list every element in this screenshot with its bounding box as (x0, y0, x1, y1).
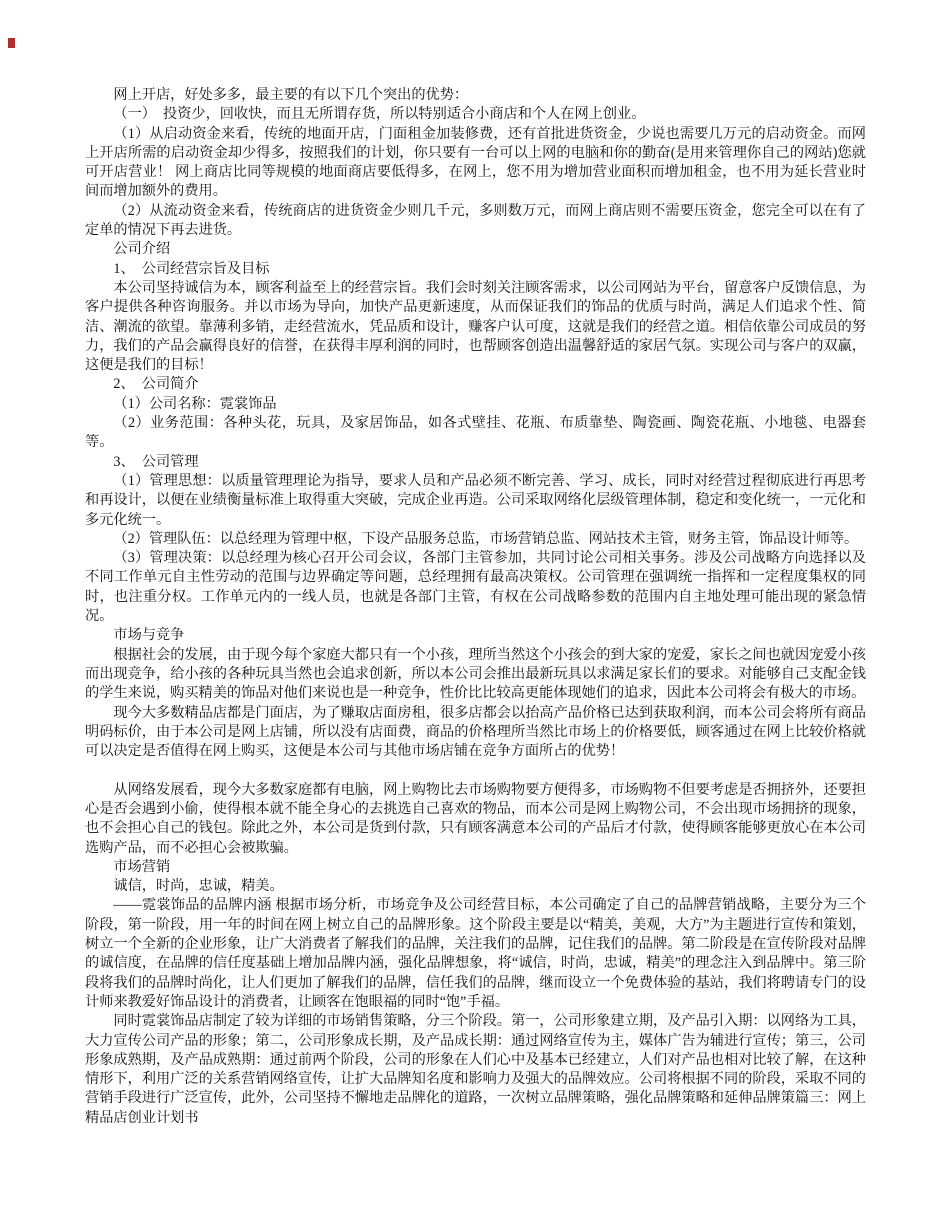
paragraph: （1）从启动资金来看，传统的地面开店，门面租金加装修费，还有首批进货资金，少说也需要几万元的启动资金。而网上开店所需的启动资金却少得多，按照我们的计划，你只要有一台可以上网的电脑和你的勤奋(是用来管理你自己的网站)您就可开店营业！ 网上商店比同等规模的地面商店要低得多，在网上，您不用为增加营业面积而增加租金，也不用为延长营业时间而增加额外的费用。 (85, 125, 866, 200)
section-heading-marketing: 市场营销 (113, 858, 171, 875)
subsection-heading: 3、 公司管理 (113, 453, 199, 470)
paragraph: 同时霓裳饰品店制定了较为详细的市场销售策略，分三个阶段。第一，公司形象建立期，及产品引入期：以网络为工具，大力宣传公司产品的形象；第二，公司形象成长期，及产品成长期：通过网络宣传为主，媒体广告为辅进行宣传；第三，公司形象成熟期，及产品成熟期：通过前两个阶段，公司的形象在人们心中及基本已经建立，人们对产品也相对比较了解，在这种情形下，利用广泛的关系营销网络宣传，让扩大品牌知名度和影响力及强大的品牌效应。公司将根据不同的阶段，采取不同的营销手段进行广泛宣传，此外，公司坚持不懈地走品牌化的道路，一次树立品牌策略，强化品牌策略和延伸品牌策篇三：网上精品店创业计划书 (85, 1013, 866, 1126)
paragraph: 根据社会的发展，由于现今每个家庭大都只有一个小孩，理所当然这个小孩会的到大家的宠爱，家长之间也就因宠爱小孩而出现竞争，给小孩的各种玩具当然也会追求创新，所以本公司会推出最新玩具以求满足家长们的要求。对能够自己支配金钱的学生来说，购买精美的饰品对他们来说也是一种竞争，性价比比较高更能体现她们的追求，因此本公司将会有极大的市场。 (85, 646, 866, 702)
paragraph: （2）从流动资金来看，传统商店的进货资金少则几千元，多则数万元，而网上商店则不需要压资金，您完全可以在有了定单的情况下再去进货。 (85, 202, 866, 239)
paragraph: 网上开店，好处多多，最主要的有以下几个突出的优势： (113, 87, 469, 103)
paragraph: （3）管理决策：以总经理为核心召开公司会议，各部门主管参加，共同讨论公司相关事务。涉及公司战略方向选择以及不同工作单元自主性劳动的范围与边界确定等问题，总经理拥有最高决策权。公司管理在强调统一指挥和一定程度集权的同时，也注重分权。工作单元内的一线人员，也就是各部门主管，有权在公司战略参数的范围内自主地处理可能出现的紧急情况。 (85, 550, 866, 625)
paragraph: （2）业务范围：各种头花，玩具，及家居饰品，如各式壁挂、花瓶、布质靠垫、陶瓷画、陶瓷花瓶、小地毯、电器套等。 (85, 415, 866, 451)
red-corner-mark (8, 38, 15, 48)
paragraph: （1）公司名称：霓裳饰品 (113, 395, 277, 412)
subsection-heading: 2、 公司简介 (113, 376, 199, 393)
subsection-heading: 1、 公司经营宗旨及目标 (113, 260, 270, 277)
blank-line (85, 761, 866, 780)
section-heading-market-competition: 市场与竞争 (113, 627, 185, 644)
paragraph: 现今大多数精品店都是门面店，为了赚取店面房租，很多店都会以抬高产品价格已达到获取利润，而本公司会将所有商品明码标价，由于本公司是网上店铺，所以没有店面费，商品的价格理所当然比市场上的价格要低，顾客通过在网上比较价格就可以决定是否值得在网上购买，这便是本公司与其他市场店铺在竞争方面所占的优势！ (85, 704, 866, 760)
paragraph: ——霓裳饰品的品牌内涵 根据市场分析，市场竞争及公司经营目标，本公司确定了自己的品牌营销战略，主要分为三个阶段，第一阶段，用一年的时间在网上树立自己的品牌形象。这个阶段主要是以“精美，美观，大方”为主题进行宣传和策划，树立一个全新的企业形象，让广大消费者了解我们的品牌，关注我们的品牌，记住我们的品牌。第二阶段是在宣传阶段对品牌的诚信度，在品牌的信任度基础上增加品牌内涵，强化品牌想象，将“诚信，时尚，忠诚，精美”的理念注入到品牌中。第三阶段将我们的品牌时尚化，让人们更加了解我们的品牌，信任我们的品牌，继而设立一个免费体验的基站，我们将聘请专门的设计师来教爱好饰品设计的消费者，让顾客在饱眼福的同时“饱”手福。 (85, 897, 866, 1010)
paragraph: （2）管理队伍：以总经理为管理中枢，下设产品服务总监，市场营销总监、网站技术主管，财务主管，饰品设计师等。 (113, 530, 859, 547)
section-heading-company-intro: 公司介绍 (113, 241, 171, 258)
paragraph: 从网络发展看，现今大多数家庭都有电脑，网上购物比去市场购物要方便得多，市场购物不但要考虑是否拥挤外，还要担心是否会遇到小偷，使得根本就不能全身心的去挑选自己喜欢的物品，而本公司是网上购物公司，不会出现市场拥挤的现象，也不会担心自己的钱包。除此之外，本公司是货到付款，只有顾客满意本公司的产品后才付款，使得顾客能够更放心在本公司选购产品，而不必担心会被欺骗。 (85, 781, 866, 856)
paragraph: （一） 投资少，回收快，而且无所谓存货，所以特别适合小商店和个人在网上创业。 (113, 106, 646, 123)
paragraph: （1）管理思想：以质量管理理论为指导，要求人员和产品必须不断完善、学习、成长，同时对经营过程彻底进行再思考和再设计，以便在业绩衡量标准上取得重大突破，完成企业再造。公司采取网络化层级管理体制，稳定和变化统一，一元化和多元化统一。 (85, 472, 866, 528)
paragraph: 本公司坚持诚信为本，顾客利益至上的经营宗旨。我们会时刻关注顾客需求，以公司网站为平台，留意客户反馈信息，为客户提供各种咨询服务。并以市场为导向，加快产品更新速度，从而保证我们的饰品的优质与时尚，满足人们追求个性、简洁、潮流的欲望。靠薄利多销，走经营流水，凭品质和设计，赚客户认可度，这就是我们的经营之道。相信依靠公司成员的努力，我们的产品会赢得良好的信誉，在获得丰厚利润的同时，也帮顾客创造出温馨舒适的家居气氛。实现公司与客户的双赢，这便是我们的目标！ (85, 279, 866, 374)
paragraph: 诚信，时尚，忠诚，精美。 (113, 878, 284, 895)
